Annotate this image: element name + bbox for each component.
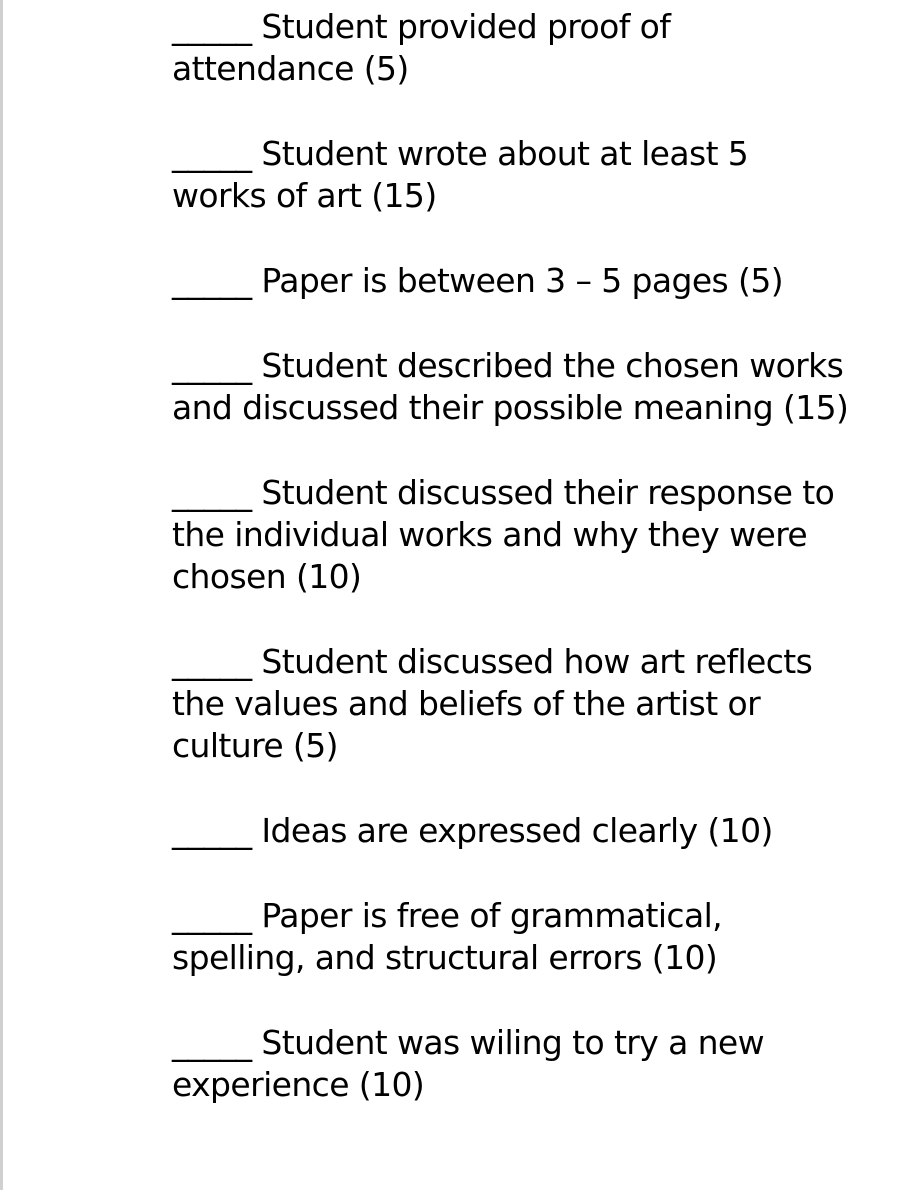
rubric-item-proof-of-attendance: _____ Student provided proof of attendance (5) (172, 7, 671, 88)
rubric-item-new-experience: _____ Student was wiling to try a new experience (10) (172, 1023, 764, 1104)
rubric-item-page-length: _____ Paper is between 3 – 5 pages (5) (172, 261, 783, 300)
rubric-item-grammar-spelling: _____ Paper is free of grammatical, spelling, and structural errors (10) (172, 896, 723, 977)
rubric-item-values-beliefs: _____ Student discussed how art reflects the values and beliefs of the artist or culture (5) (172, 642, 813, 765)
rubric-item-works-of-art: _____ Student wrote about at least 5 works of art (15) (172, 134, 749, 215)
page-left-border (0, 0, 3, 1190)
rubric-item-description-meaning: _____ Student described the chosen works and discussed their possible meaning (15) (172, 346, 849, 427)
rubric-item-clarity: _____ Ideas are expressed clearly (10) (172, 811, 773, 850)
grading-rubric (172, 6, 852, 1106)
rubric-item-personal-response: _____ Student discussed their response to the individual works and why they were chosen (10) (172, 473, 835, 596)
